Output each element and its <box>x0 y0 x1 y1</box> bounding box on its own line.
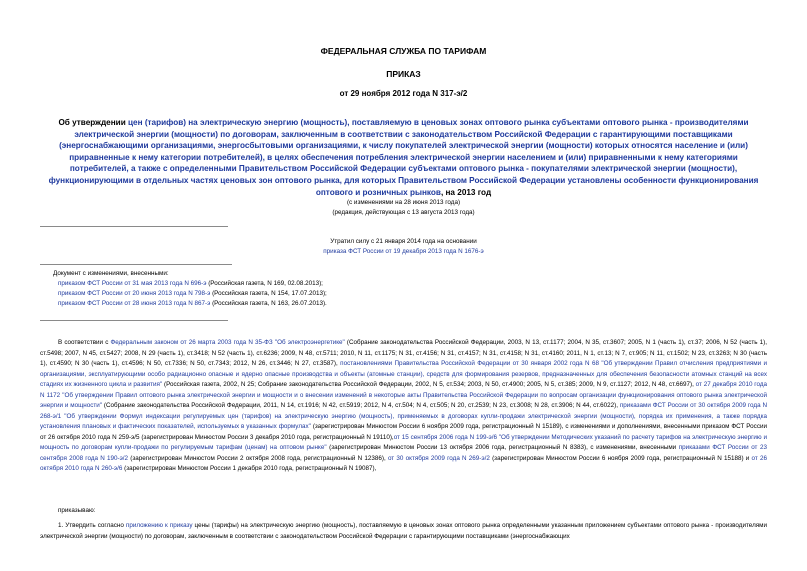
preamble-link[interactable]: от 26 октября 2010 года N 260-э/6 <box>40 454 767 472</box>
clause-link[interactable]: приложению к приказу <box>125 522 193 529</box>
order-verb: приказываю: <box>58 507 96 514</box>
clause-1-paragraph <box>40 521 767 553</box>
divider-left <box>40 226 228 227</box>
amendments-heading: Документ с изменениями, внесенными: <box>53 270 169 277</box>
preamble-link[interactable]: приказами ФСТ России от 30 октября 2009 года N 268-э/1 "Об утверждении Формул индексации регулируемых цен (тарифов) на электрическую энергию (мощность), применяемых в договорах купли-продажи электрической энергии (мощности), порядка их применения, а также порядка установления плановых и фактических показателей, используемых в указанных формулах" <box>40 402 767 430</box>
changes-line2: (редакция, действующая с 13 августа 2013 года) <box>332 209 475 216</box>
title-part1: Об утверждении <box>58 118 129 127</box>
amendment-text: (Российская газета, N 154, 17.07.2013); <box>210 290 327 297</box>
preamble-text: (зарегистрирован Минюстом России 2 октября 2008 года, регистрационный N 12386), <box>128 454 388 462</box>
amendment-item <box>53 289 373 299</box>
preamble-link[interactable]: от 27 декабря 2010 года N 1172 "Об утверждении Правил оптового рынка электрической энергии и мощности и о внесении изменений в некоторые акты Правительства Российской Федерации по вопросам организации функционирования оптового рынка электрической энергии и мощности" <box>40 381 767 409</box>
preamble-link[interactable]: приказами ФСТ России от 23 сентября 2008 года N 190-э/2 <box>40 444 767 462</box>
amendment-item <box>53 279 373 289</box>
clause-text: 1. Утвердить согласно <box>58 522 126 529</box>
agency-name: ФЕДЕРАЛЬНАЯ СЛУЖБА ПО ТАРИФАМ <box>320 46 487 56</box>
title-part2: , на 2013 год <box>440 187 492 197</box>
divider-left-2 <box>40 264 232 265</box>
preamble-text: В соответствии с <box>58 339 111 346</box>
clause-text: цены (тарифы) на электрическую энергию (мощность), поставляемую в ценовых зонах оптового рынка определенными указанным приложением субъектами оптового рынка - производителями электрической энергии (мощности) по договорам, заключенным в соответствии с законодательством Российской Федерации с гарантирующими поставщиками (энергоснабжающих <box>40 522 767 540</box>
preamble-text: (Собрание законодательства Российской Федерации, 2011, N 14, ст.1916; N 42, ст.5919; 2012, N 4, ст.504; N 4, ст.505; N 20, ст.2539; N 23, ст.3008; N 28, ст.3906; N 44, ст.6022), <box>102 402 620 409</box>
preamble-text: (зарегистрирован Минюстом России 6 ноября 2009 года, регистрационный N 15188) и <box>489 454 752 462</box>
amendment-link[interactable]: приказом ФСТ России от 28 июня 2013 года N 867-э <box>58 300 211 307</box>
preamble-link[interactable]: от 30 октября 2009 года N 269-э/2 <box>387 454 490 462</box>
amendment-link[interactable]: приказом ФСТ России от 31 мая 2013 года N 696-э <box>58 280 207 287</box>
lost-force-link[interactable]: приказа ФСТ России от 19 декабря 2013 года N 1676-э <box>323 248 484 255</box>
preamble-text: (зарегистрирован Минюстом России 13 октября 2006 года, регистрационный N 8383), с изменениями, внесенными <box>326 444 679 451</box>
amendment-item <box>53 299 373 309</box>
lost-force-note <box>0 237 807 257</box>
amendment-text: (Российская газета, N 169, 02.08.2013); <box>206 280 323 287</box>
preamble-link[interactable]: Федеральным законом от 26 марта 2003 года N 35-ФЗ "Об электроэнергетике" <box>110 339 345 346</box>
doc-date: от 29 ноября 2012 года N 317-э/2 <box>339 89 468 98</box>
divider-bottom <box>40 320 228 321</box>
preamble-text: (Российская газета, 2002, N 25; Собрание законодательства Российской Федерации, 2002, N 5, ст.534; 2003, N 50, ст.4900; 2005, N 5, ст.385; 2009, N 9, ст.1127; 2012, N 48, ст.6697), <box>162 381 696 388</box>
preamble-link[interactable]: от 15 сентября 2006 года N 199-э/6 "Об утверждении Методических указаний по расчету тарифов на электрическую энергию и мощность по договорам купли-продажи по регулируемым тарифам (ценам) на оптовом рынке" <box>40 433 767 451</box>
title-link[interactable]: цен (тарифов) на электрическую энергию (мощность), поставляемую в ценовых зонах оптового рынка субъектами оптового рынка - производителями электрической энергии (мощности) по договорам, заключенным в соответствии с законодательством Российской Федерации с гарантирующими поставщиками (энергоснабжающими организациями, энергосбытовыми организациями, к числу покупателей электрической энергии (мощности) которых относятся население и (или) приравненные к нему категории потребителей), в целях обеспечения потребления электрической энергии населением и (или) приравненными к нему категориями потребителей, а также с определенными Правительством Российской Федерации субъектами оптового рынка - покупателями электрической энергии (мощности), функционирующими в отдельных частях ценовых зон оптового рынка, для которых Правительством Российской Федерации установлены особенности функционирования оптового и розничных рынков <box>48 118 759 197</box>
preamble-link[interactable]: постановлениями Правительства Российской Федерации от 30 января 2002 года N 68 "Об утверждении Правил отчисления предприятиями и организациями, эксплуатирующими особо радиационно опасные и ядерно опасные производства и объекты (атомные станции), средств для формирования резервов, предназначенных для обеспечения безопасности атомных станций на всех стадиях их жизненного цикла и развития" <box>40 360 767 388</box>
preamble-text: (зарегистрирован Минюстом России 1 декабря 2010 года, регистрационный N 19087), <box>122 465 377 472</box>
changes-line1: (с изменениями на 28 июня 2013 года) <box>346 199 461 206</box>
preamble-paragraph <box>40 338 767 474</box>
preamble-text: (зарегистрирован Минюстом России 6 ноября 2009 года, регистрационный N 15189), с изменениями и дополнениями, внесенными приказом ФСТ России от 26 октября 2010 года N 259-э/5 (зарегистрирован Минюстом России 3 декабря 2010 года, регистрационный N 19110), <box>40 423 767 441</box>
amendment-text: (Российская газета, N 163, 26.07.2013). <box>210 300 327 307</box>
doc-type: ПРИКАЗ <box>386 69 421 79</box>
amendment-link[interactable]: приказом ФСТ России от 20 июня 2013 года N 798-э <box>58 290 211 297</box>
amendments-block <box>53 269 373 309</box>
preamble-text: (Собрание законодательства Российской Федерации, 2003, N 13, ст.1177; 2004, N 35, ст.3607; 2005, N 1 (часть 1), ст.37; 2006, N 52 (часть 1), ст.5498; 2007, N 45, ст.5427; 2008, N 29 (часть 1), ст.3418; N 52 (часть 1), ст.6236; 2009, N 48, ст.5711; 2010, N 11, ст.1175; N 31, ст.4156; N 31, ст.4157; N 31, ст.4158; N 31, ст.4160; 2011, N 1, ст.13; N 7, ст.905; N 11, ст.1502; N 23, ст.3263; N 30 (часть 1), ст.4590; N 30 (часть 1), ст.4596; N 50, ст.7336; N 50, ст.7343; 2012, N 26, ст.3446; N 27, ст.3587), <box>40 339 767 367</box>
document-title <box>40 117 767 198</box>
lost-force-text: Утратил силу с 21 января 2014 года на основании <box>330 238 477 245</box>
